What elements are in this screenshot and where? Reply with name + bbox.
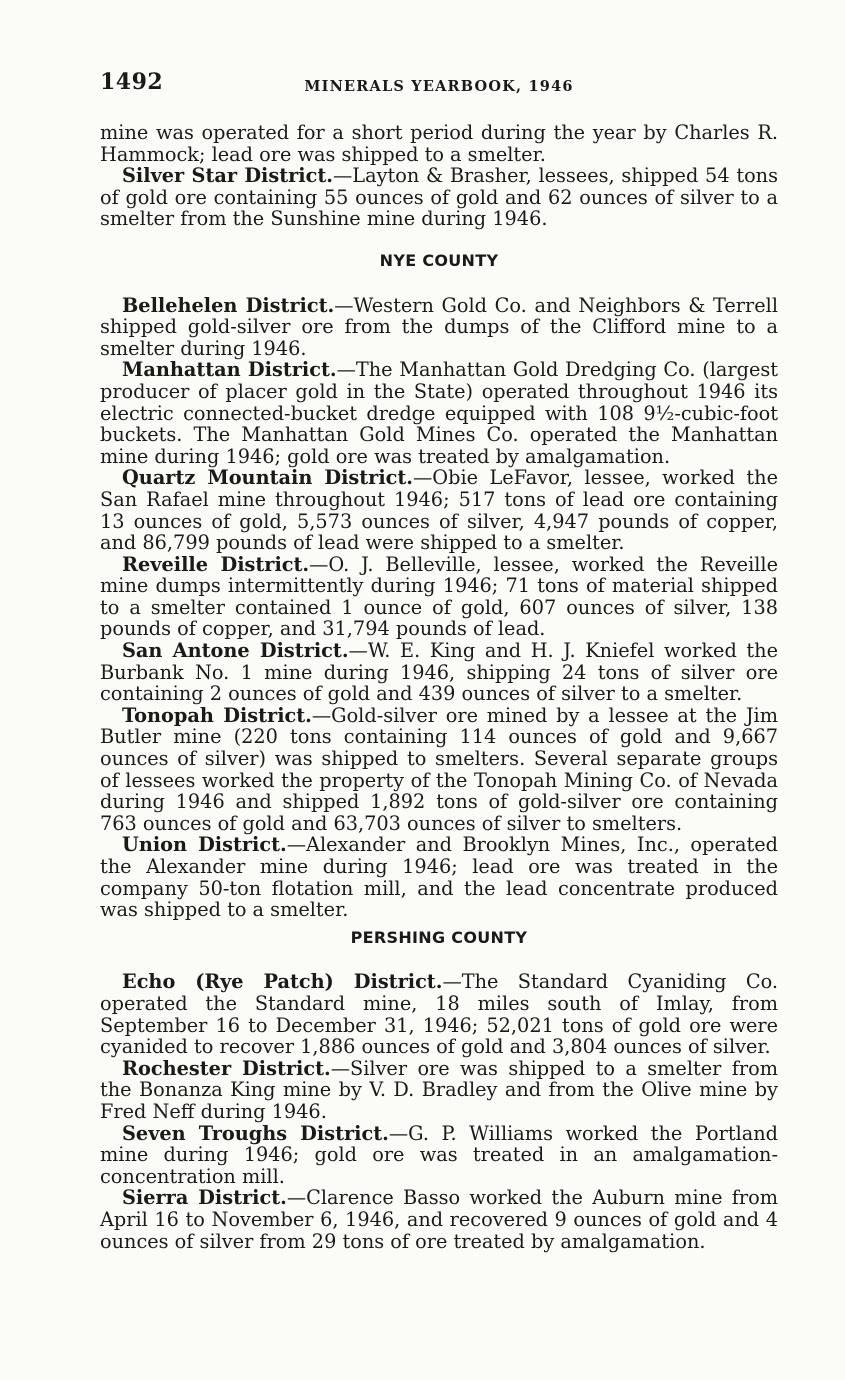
district-name: Seven Troughs District. (122, 1121, 389, 1145)
paragraph-echo (100, 971, 778, 1057)
district-name: San Antone District. (122, 639, 349, 663)
paragraph-rochester (100, 1058, 778, 1123)
paragraph-sierra (100, 1187, 778, 1252)
paragraph-quartz-mountain (100, 467, 778, 553)
paragraph-text: —Clarence Basso worked the Auburn mine from April 16 to November 6, 1946, and recovered 9 ounces of gold and 4 ounces of silver from 29 tons of ore treated by amalgamation. (100, 1186, 778, 1253)
district-name: Echo (Rye Patch) District. (122, 970, 443, 994)
district-name: Rochester District. (122, 1056, 331, 1080)
paragraph-bellehelen (100, 295, 778, 360)
district-name: Quartz Mountain District. (122, 466, 414, 490)
section-heading-nye-county: NYE COUNTY (379, 250, 499, 270)
paragraph-text: —Western Gold Co. and Neighbors & Terrell shipped gold-silver ore from the dumps of the Clifford mine to a smelter during 1946. (100, 293, 778, 360)
district-name: Silver Star District. (122, 164, 333, 188)
paragraph-seven-troughs (100, 1123, 778, 1188)
paragraph-text: —Silver ore was shipped to a smelter from the Bonanza King mine by V. D. Bradley and from the Olive mine by Fred Neff during 1946. (100, 1056, 778, 1123)
paragraph-text: —The Manhattan Gold Dredging Co. (largest producer of placer gold in the State) operated throughout 1946 its electric connected-bucket dredge equipped with 108 9½-cubic-foot buckets. The Manhattan Gold Mines Co. operated the Manhattan mine during 1946; gold ore was treated by amalgamation. (100, 358, 778, 468)
page-number: 1492 (100, 69, 164, 95)
paragraph-text: —Layton & Brasher, lessees, shipped 54 tons of gold ore containing 55 ounces of gold and 62 ounces of silver to a smelter from the Sunshine mine during 1946. (100, 164, 778, 231)
paragraph-silver-star (100, 165, 778, 230)
document-page (100, 69, 779, 1253)
paragraph-text: —Alexander and Brooklyn Mines, Inc., operated the Alexander mine during 1946; lead ore was treated in the company 50-ton flotation mill, and the lead concentrate produced was shipped to a smelter. (100, 833, 778, 922)
paragraph-text: —Gold-silver ore mined by a lessee at the Jim Butler mine (220 tons containing 114 ounces of gold and 9,667 ounces of silver) was shipped to smelters. Several separate groups of lessees worked the property of the Tonopah Mining Co. of Nevada during 1946 and shipped 1,892 tons of gold-silver ore containing 763 ounces of gold and 63,703 ounces of silver to smelters. (100, 703, 778, 835)
paragraph-san-antone (100, 640, 778, 705)
paragraph-reveille (100, 554, 778, 640)
district-name: Reveille District. (122, 552, 310, 576)
paragraph (100, 122, 778, 165)
paragraph-text: mine was operated for a short period during the year by Charles R. Hammock; lead ore was shipped to a smelter. (100, 121, 778, 166)
running-head (100, 69, 778, 102)
district-name: Manhattan District. (122, 358, 337, 382)
section-heading-pershing-county: PERSHING COUNTY (350, 927, 528, 947)
paragraph-tonopah (100, 705, 778, 835)
paragraph-text: —Obie LeFavor, lessee, worked the San Rafael mine throughout 1946; 517 tons of lead ore containing 13 ounces of gold, 5,573 ounces of silver, 4,947 pounds of copper, and 86,799 pounds of lead were shipped to a smelter. (100, 466, 778, 555)
district-name: Sierra District. (122, 1186, 287, 1210)
paragraph-text: —O. J. Belleville, lessee, worked the Reveille mine dumps intermittently during 1946; 71 tons of material shipped to a smelter contained 1 ounce of gold, 607 ounces of silver, 138 pounds of copper, and 31,794 pounds of lead. (100, 552, 778, 641)
district-name: Bellehelen District. (122, 293, 335, 317)
district-name: Union District. (122, 833, 287, 857)
paragraph-text: —W. E. King and H. J. Kniefel worked the Burbank No. 1 mine during 1946, shipping 24 tons of silver ore containing 2 ounces of gold and 439 ounces of silver to a smelter. (100, 639, 778, 706)
paragraph-union (100, 834, 778, 920)
paragraph-text: —G. P. Williams worked the Portland mine during 1946; gold ore was treated in an amalgamation-concentration mill. (100, 1121, 779, 1188)
paragraph-text: —The Standard Cyaniding Co. operated the Standard mine, 18 miles south of Imlay, from September 16 to December 31, 1946; 52,021 tons of gold ore were cyanided to recover 1,886 ounces of gold and 3,804 ounces of silver. (100, 970, 778, 1059)
paragraph-manhattan (100, 359, 778, 467)
district-name: Tonopah District. (122, 703, 312, 727)
running-title: MINERALS YEARBOOK, 1946 (304, 78, 574, 95)
